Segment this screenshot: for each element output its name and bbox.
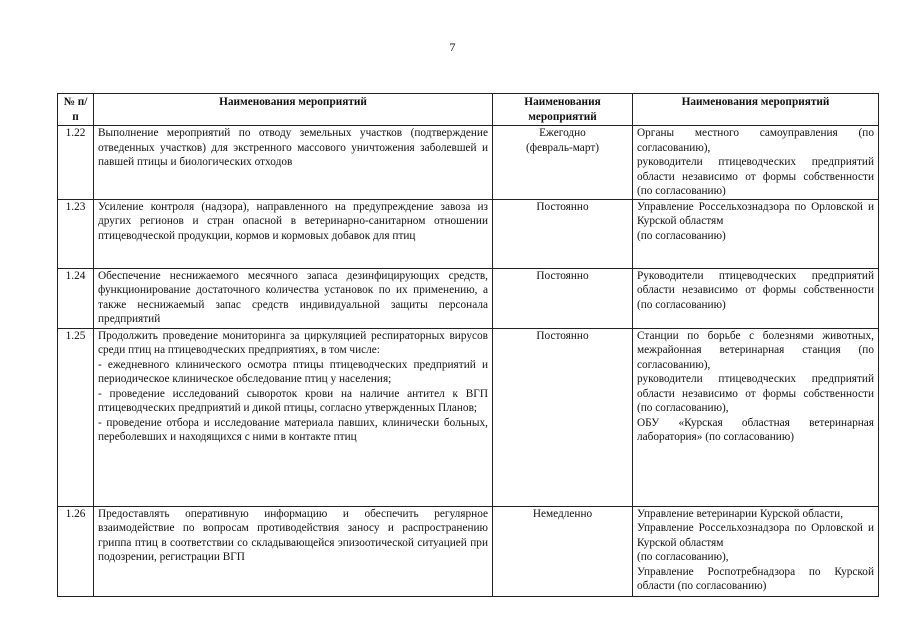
row-action	[94, 199, 493, 268]
table-row	[58, 126, 879, 200]
row-responsible	[633, 199, 879, 268]
row-num: 1.23	[58, 199, 94, 268]
action-text: Продолжить проведение мониторинга за циркуляцией респираторных вирусов среди птиц на птицеводческих предприятиях, в том числе:	[98, 329, 488, 356]
table-row	[58, 506, 879, 596]
responsible-text: (по согласованию),	[637, 551, 729, 563]
table-row	[58, 268, 879, 328]
row-action	[94, 506, 493, 596]
table-row	[58, 328, 879, 506]
responsible-text: руководители птицеводческих предприятий области независимо от формы собственности (по согласованию),	[637, 373, 874, 414]
action-text: Предоставлять оперативную информацию и обеспечить регулярное взаимодействие по вопросам противодействия заносу и распространению гриппа птиц в соответствии со складывающейся эпизоотической ситуацией при подозрении, регистрации ВГП	[98, 507, 488, 563]
row-responsible	[633, 328, 879, 506]
table-header-row	[58, 94, 879, 126]
responsible-text: Станции по борьбе с болезнями животных, межрайонная ветеринарная станция (по согласованию),	[637, 329, 874, 371]
responsible-text: (по согласованию)	[637, 229, 726, 242]
responsible-text: Управление Россельхознадзора по Орловской и Курской областям	[637, 200, 874, 227]
row-term	[493, 328, 633, 506]
row-responsible	[633, 506, 879, 596]
action-text: - проведение исследований сывороток крови на наличие антител к ВГП птицеводческих предприятий и дикой птицы, согласно утвержденных Планов;	[98, 387, 488, 414]
action-text: Обеспечение неснижаемого месячного запаса дезинфицирующих средств, функционирование достаточного количества установок по их применению, а также неснижаемый запас средств индивидуальной защиты персонала предприятий	[98, 269, 488, 325]
action-text: - проведение отбора и исследование материала павших, клинически больных, переболевших и находящихся с ними в контакте птиц	[98, 416, 488, 443]
action-text: Усиление контроля (надзора), направленного на предупреждение завоза из других регионов и стран опасной в ветеринарно-санитарном отношении птицеводческой продукции, кормов и кормовых добавок для птиц	[98, 200, 488, 242]
row-action	[94, 328, 493, 506]
responsible-text: руководители птицеводческих предприятий области независимо от формы собственности (по согласованию)	[637, 156, 874, 197]
responsible-text: ОБУ «Курская областная ветеринарная лаборатория» (по согласованию)	[637, 416, 874, 443]
row-num: 1.25	[58, 328, 94, 506]
action-text: Выполнение мероприятий по отводу земельных участков (подтверждение отведенных участков) для экстренного массового уничтожения заболевшей и павшей птицы и биологических отходов	[98, 127, 488, 168]
row-num: 1.26	[58, 506, 94, 596]
action-text: - ежедневного клинического осмотра птицы птицеводческих предприятий и периодическое клиническое обследование птиц у населения;	[98, 358, 488, 385]
row-num: 1.22	[58, 126, 94, 200]
measures-table	[57, 93, 879, 597]
row-action	[94, 126, 493, 200]
row-action	[94, 268, 493, 328]
responsible-text: Управление ветеринарии Курской области,	[637, 507, 844, 520]
header-responsible: Наименования мероприятий	[633, 94, 879, 126]
term-text: Постоянно	[536, 200, 589, 213]
row-responsible	[633, 126, 879, 200]
term-text: (февраль-март)	[525, 141, 600, 154]
row-term	[493, 126, 633, 200]
row-term	[493, 268, 633, 328]
term-text: Ежегодно	[539, 127, 586, 139]
row-num: 1.24	[58, 268, 94, 328]
row-responsible	[633, 268, 879, 328]
table-row	[58, 199, 879, 268]
responsible-text: Управление Россельхознадзора по Орловской и Курской областям	[637, 522, 874, 549]
term-text: Постоянно	[536, 269, 589, 282]
header-term: Наименования мероприятий	[493, 94, 633, 126]
page-number: 7	[449, 40, 456, 54]
responsible-text: Руководители птицеводческих предприятий области независимо от формы собственности (по согласованию)	[637, 269, 874, 311]
header-action: Наименования мероприятий	[94, 94, 493, 126]
row-term	[493, 506, 633, 596]
responsible-text: Органы местного самоуправления (по согласованию),	[637, 127, 874, 154]
term-text: Немедленно	[532, 507, 593, 520]
header-num: № п/п	[58, 94, 94, 126]
responsible-text: Управление Роспотребнадзора по Курской области (по согласованию)	[637, 565, 874, 592]
row-term	[493, 199, 633, 268]
term-text: Постоянно	[536, 329, 589, 342]
